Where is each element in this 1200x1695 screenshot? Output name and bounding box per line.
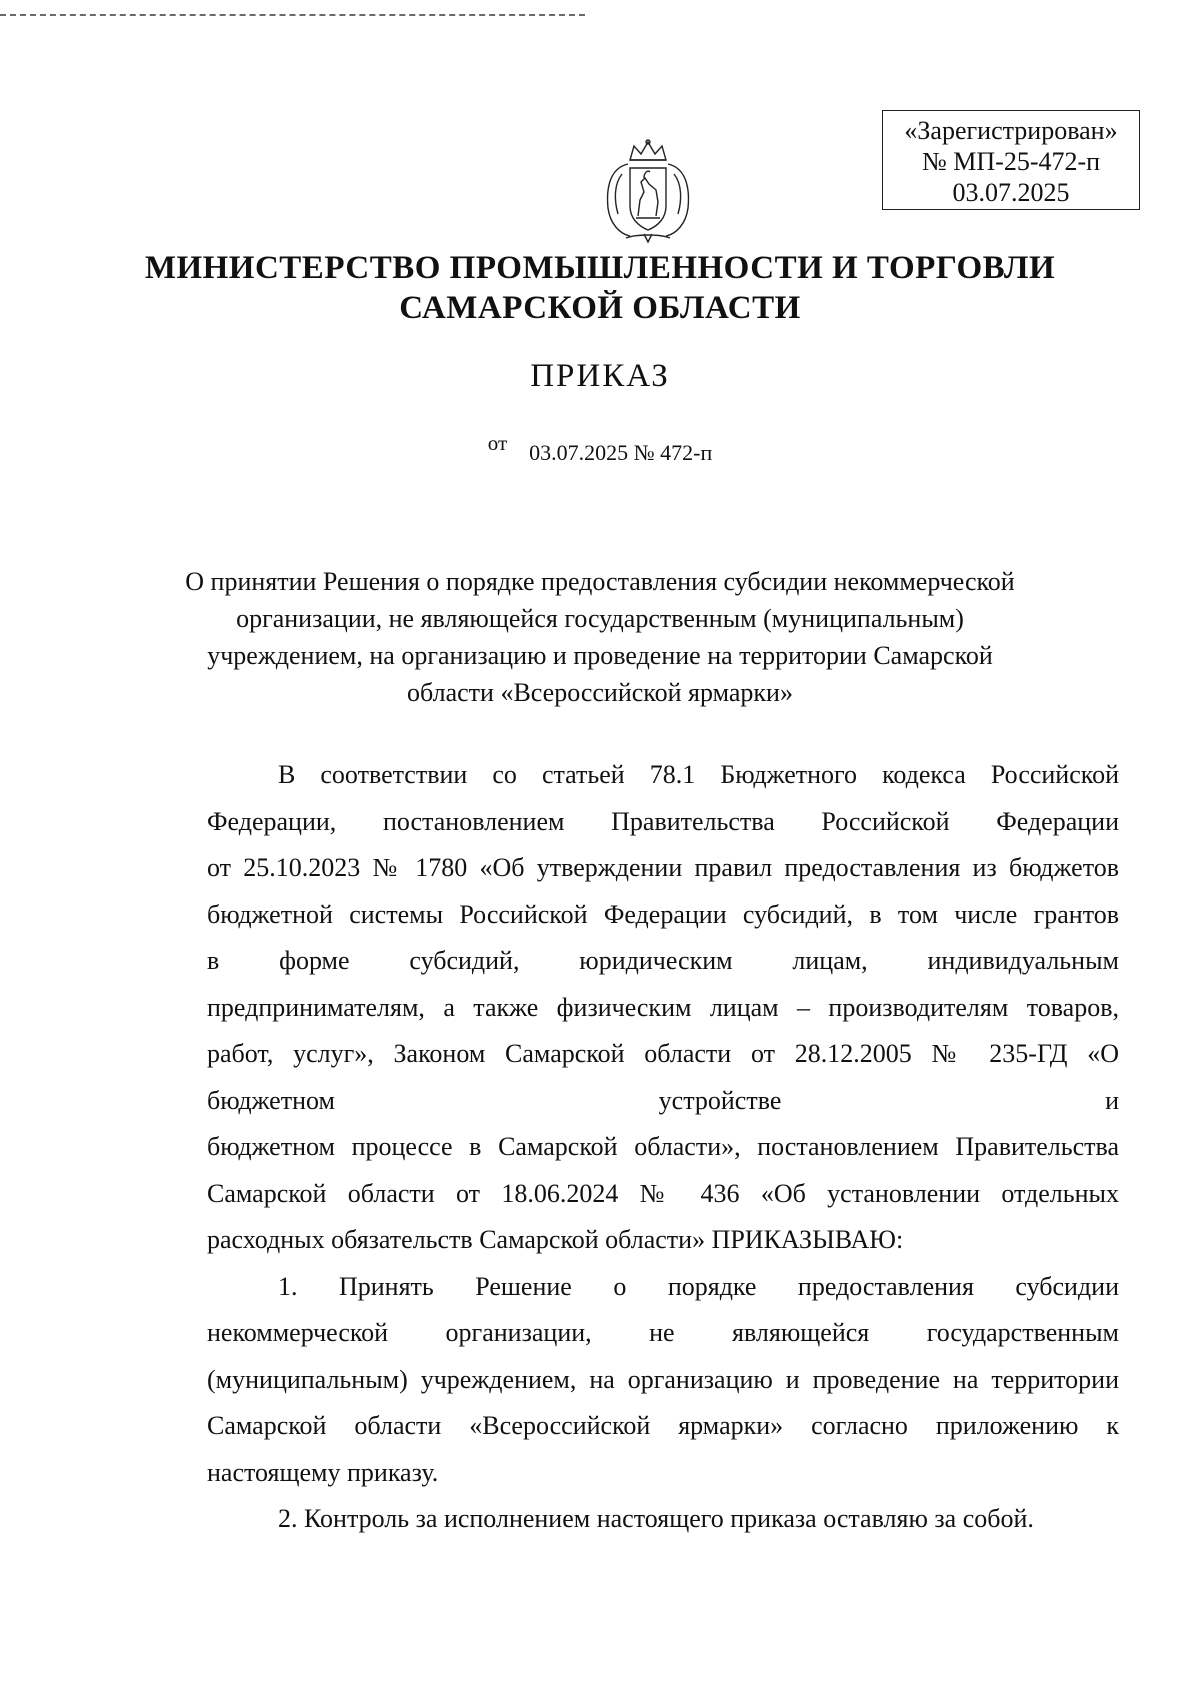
body-line-item-1: 1. Принять Решение о порядке предоставления субсидии bbox=[278, 1271, 1119, 1301]
subject-line: учреждением, на организацию и проведение на территории Самарской bbox=[207, 641, 993, 670]
body-line: бюджетной системы Российской Федерации субсидий, в том числе грантов bbox=[207, 899, 1119, 929]
body-line: бюджетном процессе в Самарской области», постановлением Правительства bbox=[207, 1132, 1119, 1161]
registration-status: «Зарегистрирован» bbox=[904, 116, 1118, 145]
body-line: Федерации, постановлением Правительства Российской Федерации bbox=[207, 806, 1119, 836]
body-line: некоммерческой организации, не являющейся государственным bbox=[207, 1318, 1119, 1347]
body-line-item-2: 2. Контроль за исполнением настоящего приказа оставляю за собой. bbox=[278, 1504, 1034, 1533]
body-line: (муниципальным) учреждением, на организацию и проведение на территории bbox=[207, 1364, 1119, 1394]
body-line: предпринимателям, а также физическим лицам – производителям товаров, bbox=[207, 992, 1119, 1022]
subject-line: области «Всероссийской ярмарки» bbox=[407, 678, 793, 707]
body-line: Самарской области «Всероссийской ярмарки» согласно приложению к bbox=[207, 1411, 1119, 1440]
body-line: работ, услуг», Законом Самарской области от 28.12.2005 № 235-ГД «О bbox=[207, 1039, 1119, 1068]
order-body bbox=[207, 752, 1119, 1543]
subject-line: организации, не являющейся государственным (муниципальным) bbox=[236, 604, 964, 633]
body-line: в форме субсидий, юридическим лицам, индивидуальным bbox=[207, 946, 1119, 975]
top-dashed-line bbox=[0, 14, 585, 16]
body-line: расходных обязательств Самарской области» ПРИКАЗЫВАЮ: bbox=[207, 1225, 904, 1254]
ministry-name-line2: САМАРСКОЙ ОБЛАСТИ bbox=[399, 290, 801, 326]
order-date-prefix: от bbox=[487, 431, 508, 455]
order-title: ПРИКАЗ bbox=[530, 358, 670, 394]
samara-coat-of-arms-icon bbox=[600, 138, 696, 244]
registration-stamp bbox=[882, 110, 1140, 210]
body-line: бюджетном устройстве и bbox=[207, 1085, 1119, 1115]
registration-date: 03.07.2025 bbox=[952, 178, 1070, 207]
order-date bbox=[0, 431, 1200, 466]
subject-line: О принятии Решения о порядке предоставления субсидии некоммерческой bbox=[185, 567, 1015, 596]
body-line: от 25.10.2023 № 1780 «Об утверждении правил предоставления из бюджетов bbox=[207, 853, 1119, 882]
body-line: В соответствии со статьей 78.1 Бюджетного кодекса Российской bbox=[278, 760, 1119, 789]
order-date-number: 03.07.2025 № 472-п bbox=[529, 440, 713, 465]
body-line: Самарской области от 18.06.2024 № 436 «Об установлении отдельных bbox=[207, 1178, 1119, 1208]
body-line: настоящему приказу. bbox=[207, 1457, 439, 1487]
registration-number: № МП-25-472-п bbox=[921, 147, 1101, 176]
document-subject bbox=[120, 563, 1080, 711]
ministry-name-line1: МИНИСТЕРСТВО ПРОМЫШЛЕННОСТИ И ТОРГОВЛИ bbox=[144, 250, 1056, 286]
ministry-name bbox=[0, 248, 1200, 328]
